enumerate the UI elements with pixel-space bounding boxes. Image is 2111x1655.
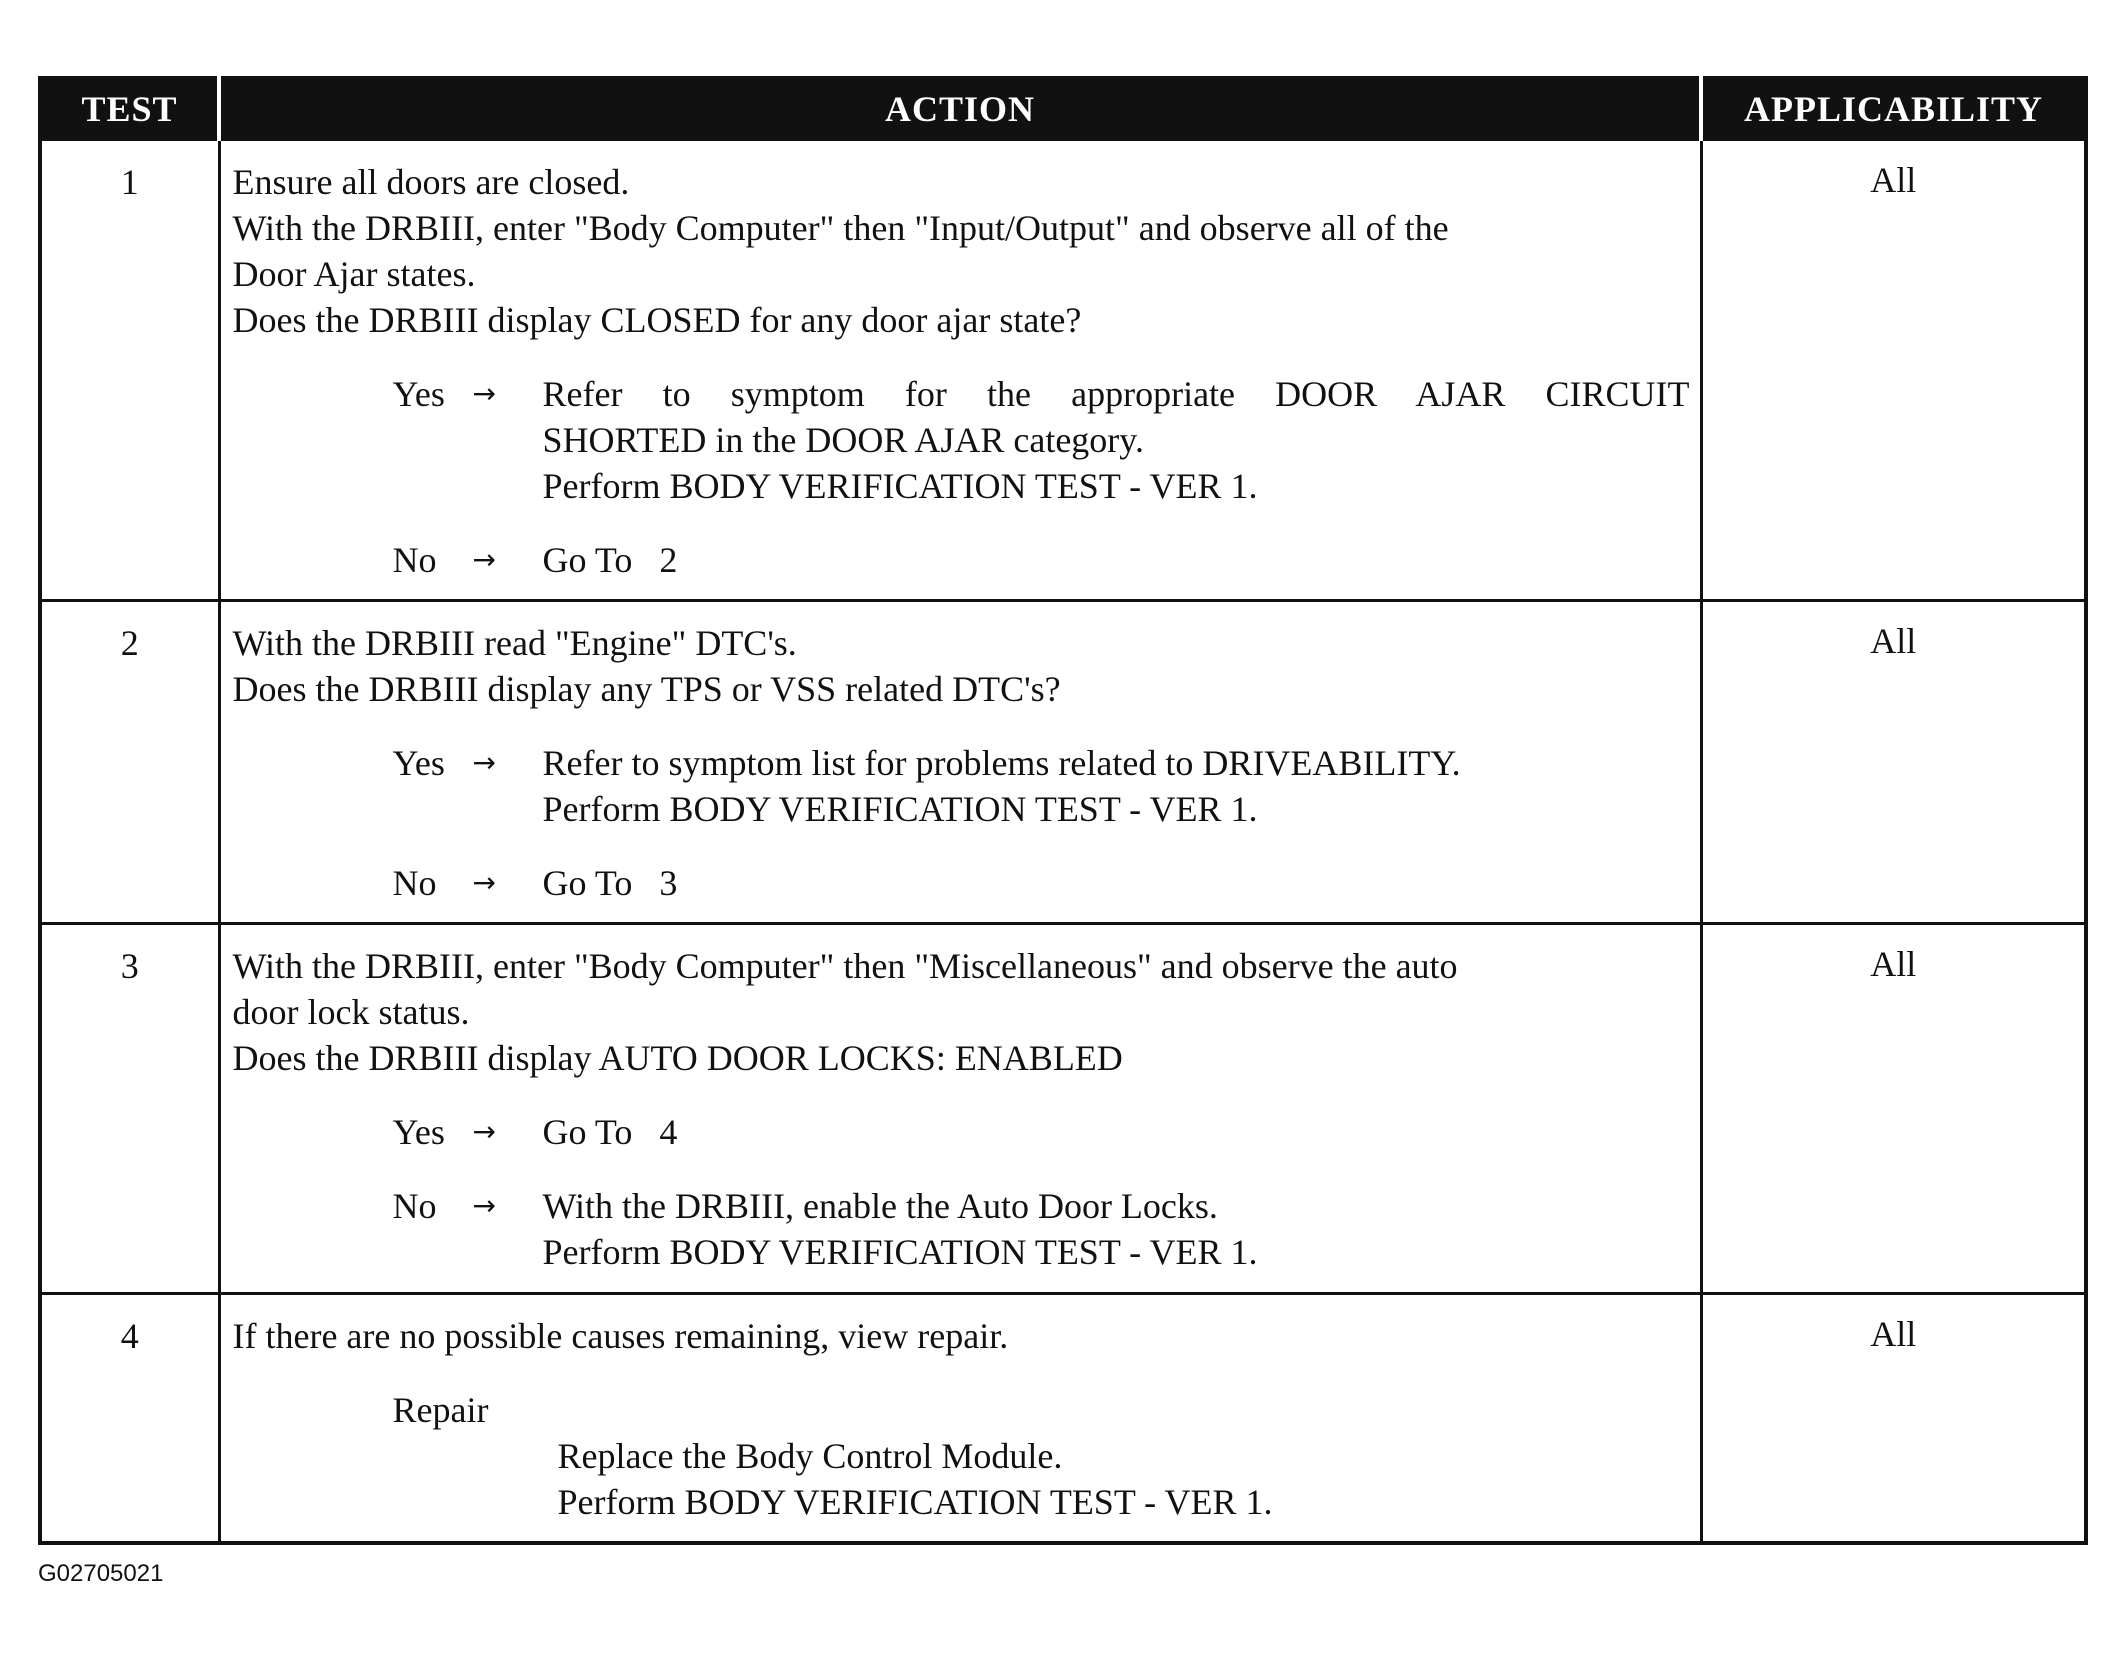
result-line: Perform BODY VERIFICATION TEST - VER 1. [542,466,1258,506]
action-line: Does the DRBIII display any TPS or VSS related DTC's? [232,669,1061,709]
test-number: 1 [40,140,219,601]
result-line: Go To 4 [542,1112,678,1152]
no-label: No [392,540,437,580]
action-line: Door Ajar states. [232,254,476,294]
repair-label: Repair [392,1390,489,1430]
yes-label: Yes [392,743,445,783]
header-test: TEST [40,78,219,140]
result-line: Go To 3 [542,863,678,903]
yes-label: Yes [392,374,445,414]
test-number: 4 [40,1294,219,1544]
no-result [543,860,1690,906]
action-line: With the DRBIII read "Engine" DTC's. [232,623,797,663]
table-row [40,601,2086,924]
action-line: Does the DRBIII display AUTO DOOR LOCKS: ENABLED [232,1038,1123,1078]
no-result [543,1183,1690,1275]
right-arrow-icon: → [472,543,496,576]
applicability-value: All [1701,924,2086,1294]
table-row [40,924,2086,1294]
right-arrow-icon: → [472,746,496,779]
action-line: With the DRBIII, enter "Body Computer" then "Input/Output" and observe all of the [232,208,1449,248]
action-cell [219,1294,1701,1544]
table-row [40,1294,2086,1544]
yes-result [543,1109,1690,1155]
applicability-value: All [1701,1294,2086,1544]
action-cell [219,140,1701,601]
no-answer [393,537,1690,583]
header-action: ACTION [219,78,1701,140]
right-arrow-icon: → [472,377,496,410]
test-number: 2 [40,601,219,924]
yes-answer [393,1109,1690,1155]
applicability-value: All [1701,601,2086,924]
table-header-row [40,78,2086,140]
result-line: With the DRBIII, enable the Auto Door Locks. [542,1186,1218,1226]
repair-line: Perform BODY VERIFICATION TEST - VER 1. [557,1482,1273,1522]
result-line: Perform BODY VERIFICATION TEST - VER 1. [542,789,1258,829]
repair-instructions [558,1433,1690,1525]
action-line: With the DRBIII, enter "Body Computer" then "Miscellaneous" and observe the auto [232,946,1458,986]
repair-line: Replace the Body Control Module. [557,1436,1063,1476]
action-line: Does the DRBIII display CLOSED for any door ajar state? [232,300,1082,340]
right-arrow-icon: → [472,1189,496,1222]
test-number: 3 [40,924,219,1294]
result-line: Refer to symptom for the appropriate DOOR AJAR CIRCUIT [542,374,1690,414]
no-answer [393,860,1690,906]
figure-code: G02705021 [38,1560,164,1587]
action-line: If there are no possible causes remaining, view repair. [232,1316,1009,1356]
yes-result [543,371,1690,509]
no-label: No [392,863,437,903]
result-line: Refer to symptom list for problems related to DRIVEABILITY. [542,743,1461,783]
diagnostic-test-table [38,76,2088,1545]
action-line: Ensure all doors are closed. [232,162,630,202]
action-cell [219,924,1701,1294]
result-line: SHORTED in the DOOR AJAR category. [542,420,1144,460]
right-arrow-icon: → [472,1115,496,1148]
no-result [543,537,1690,583]
action-line: door lock status. [232,992,470,1032]
result-line: Go To 2 [542,540,678,580]
result-line: Perform BODY VERIFICATION TEST - VER 1. [542,1232,1258,1272]
action-cell [219,601,1701,924]
no-answer [393,1183,1690,1275]
yes-answer [393,371,1690,509]
no-label: No [392,1186,437,1226]
yes-result [543,740,1690,832]
right-arrow-icon: → [472,866,496,899]
yes-label: Yes [392,1112,445,1152]
applicability-value: All [1701,140,2086,601]
header-applicability: APPLICABILITY [1701,78,2086,140]
table-row [40,140,2086,601]
yes-answer [393,740,1690,832]
